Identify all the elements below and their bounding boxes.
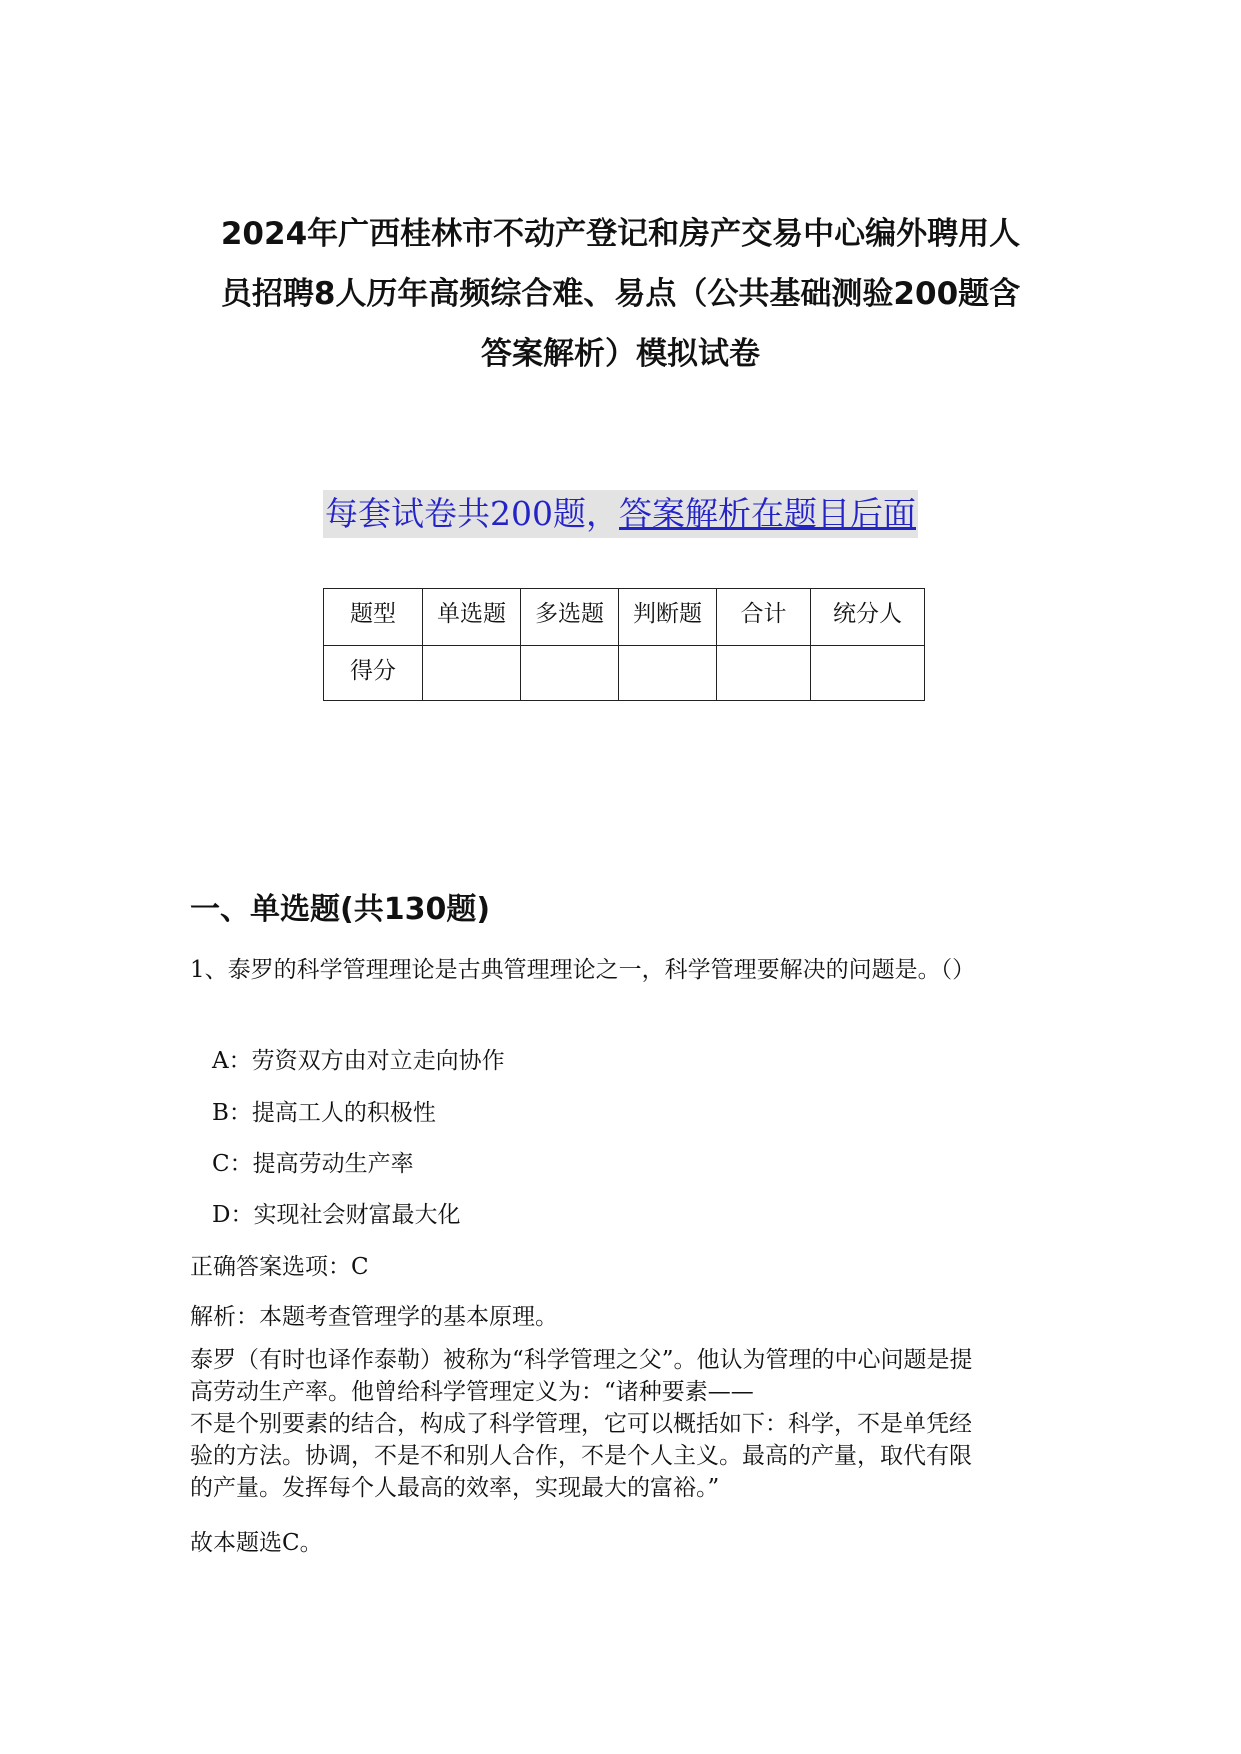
score-row-label: 得分 (324, 646, 423, 701)
explanation-line: 泰罗（有时也译作泰勒）被称为“科学管理之父”。他认为管理的中心问题是提 (190, 1347, 973, 1373)
title-line-3: 答案解析）模拟试卷 (481, 336, 760, 372)
score-cell (619, 646, 717, 701)
option-a: A：劳资双方由对立走向协作 (212, 1048, 505, 1074)
analysis-intro: 解析：本题考查管理学的基本原理。 (190, 1304, 558, 1330)
explanation-line: 的产量。发挥每个人最高的效率，实现最大的富裕。” (190, 1475, 720, 1501)
score-header-cell: 合计 (717, 589, 811, 646)
score-cell (717, 646, 811, 701)
correct-answer: 正确答案选项：C (190, 1254, 369, 1280)
score-cell (423, 646, 521, 701)
explanation-line: 验的方法。协调，不是不和别人合作，不是个人主义。最高的产量，取代有限 (190, 1443, 972, 1469)
option-c: C：提高劳动生产率 (212, 1151, 414, 1177)
score-header-cell: 多选题 (521, 589, 619, 646)
question-text: 1、泰罗的科学管理理论是古典管理理论之一，科学管理要解决的问题是。（） (190, 957, 976, 983)
explanation-line: 高劳动生产率。他曾给科学管理定义为：“诸种要素—— (190, 1379, 754, 1405)
score-table (323, 588, 925, 701)
info-banner (323, 490, 918, 538)
score-header-cell: 统分人 (811, 589, 925, 646)
option-d: D：实现社会财富最大化 (212, 1202, 461, 1228)
conclusion: 故本题选C。 (190, 1530, 323, 1556)
score-table-header-row (324, 589, 925, 646)
score-header-cell: 单选题 (423, 589, 521, 646)
score-header-cell: 判断题 (619, 589, 717, 646)
title-line-2: 员招聘8人历年高频综合难、易点（公共基础测验200题含 (220, 276, 1021, 312)
section-heading: 一、单选题(共130题) (190, 892, 491, 927)
score-table-score-row (324, 646, 925, 701)
score-header-cell: 题型 (324, 589, 423, 646)
document-title (190, 204, 1051, 384)
explanation-line: 不是个别要素的结合，构成了科学管理，它可以概括如下：科学，不是单凭经 (190, 1411, 972, 1437)
explanation-paragraph (190, 1344, 1050, 1504)
option-b: B：提高工人的积极性 (212, 1100, 436, 1126)
banner-link[interactable]: 答案解析在题目后面 (619, 494, 916, 533)
title-line-1: 2024年广西桂林市不动产登记和房产交易中心编外聘用人 (220, 216, 1021, 252)
banner-text: 每套试卷共200题， (325, 494, 619, 533)
score-cell (811, 646, 925, 701)
score-cell (521, 646, 619, 701)
